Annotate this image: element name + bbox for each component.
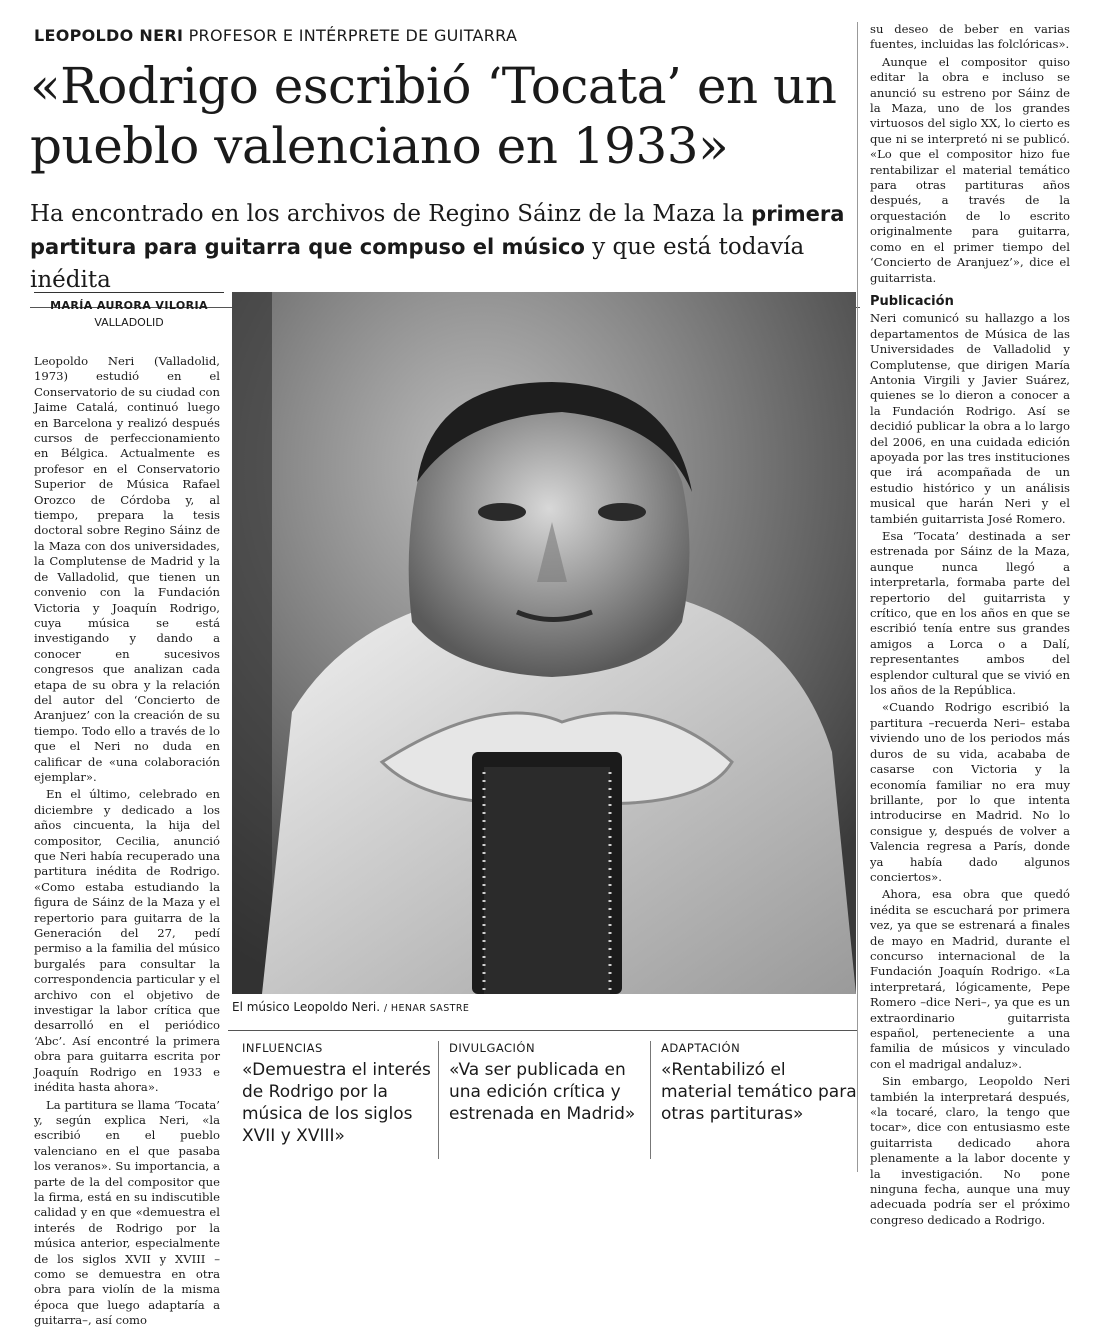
subhead-bold: primera partitura para guitarra que compuso el músico [30, 202, 845, 259]
pull-quote-label: DIVULGACIÓN [449, 1041, 536, 1055]
byline [34, 292, 224, 331]
subhead-part1: Ha encontrado en los archivos de Regino Sáinz de la Maza la [30, 201, 752, 227]
col1-paragraph-1: Leopoldo Neri (Valladolid, 1973) estudió en el Conservatorio de su ciudad con Jaime Catalá, continuó luego en Barcelona y realizó después cursos de perfeccionamiento en Bélgica. Actualmente es profesor en el Conservatorio Superior de Música Rafael Orozco de Córdoba y, al tiempo, prepara la tesis doctoral sobre Regino Sáinz de la Maza con dos universidades, la Complutense de Madrid y la de Valladolid, que tienen un convenio con la Fundación Victoria y Joaquín Rodrigo, cuya música se está investigando y dando a conocer en sucesivos congresos que analizan cada etapa de su obra y la relación del autor del ‘Concierto de Aranjuez’ con la creación de su tiempo. Todo ello a través de lo que el Neri no duda en calificar de «una colaboración ejemplar». [34, 354, 220, 784]
pull-quote-text: «Rentabilizó el material temático para otras partituras» [661, 1060, 857, 1124]
col3-paragraph-4: Ahora, esa obra que quedó inédita se escuchará por primera vez, ya que se estrenará a finales de mayo en Madrid, durante el concurso internacional de la Fundación Joaquín Rodrigo. «La interpretará, lógicamente, Pepe Romero –dice Neri–, ya que es un extraordinario guitarrista español, perteneciente a una familia de músicos y vinculado con el madrigal andaluz». [870, 887, 1070, 1071]
kicker-role: PROFESOR E INTÉRPRETE DE GUITARRA [188, 26, 518, 45]
col3-intro-2: Aunque el compositor quiso editar la obra e incluso se anunció su estreno por Sáinz de la Maza, uno de los grandes virtuosos del siglo XX, lo cierto es que ni se interpretó ni se publicó. «Lo que el compositor hizo fue rentabilizar el material temático para otras partituras años después, a través de la orquestación de lo escrito originalmente para guitarra, como en el primer tiempo del ‘Concierto de Aranjuez’», dice el guitarrista. [870, 54, 1070, 285]
col3-paragraph-5: Sin embargo, Leopoldo Neri también la interpretará después, «la tocaré, claro, la tengo que tocar», dice con entusiasmo este guitarrista dedicado ahora plenamente a la labor docente y la investigación. No pone ninguna fecha, aunque una muy adecuada podría ser el próximo congreso dedicado a Rodrigo. [870, 1074, 1070, 1227]
pull-quote-adaptacion [650, 1041, 857, 1159]
col1-paragraph-3: La partitura se llama ‘Tocata’ y, según explica Neri, «la escribió en el pueblo valenciano en el que pasaba los veranos». Su importancia, a parte de la del compositor que la firma, está en su indiscutible calidad y en que «demuestra el interés de Rodrigo por la música anterior, especialmente de los siglos XVII y XVIII –como se demuestra en otra obra para violín de la misma época que luego adaptaría a guitarra–, así como [34, 1097, 220, 1328]
section-heading: Publicación [870, 293, 954, 309]
pull-quote-label: INFLUENCIAS [242, 1041, 323, 1055]
col1-paragraph-2: En el último, celebrado en diciembre y dedicado a los años cincuenta, la hija del compositor, Cecilia, anunció que Neri había recuperado una partitura inédita de Rodrigo. «Como estaba estudiando la figura de Sáinz de la Maza y el repertorio para guitarra de la Generación del 27, pedí permiso a la familia del músico burgalés para consultar la correspondencia particular y el archivo con el objetivo de investigar la labor crítica que desarrolló en el periódico ‘Abc’. Así encontré la primera obra para guitarra escrita por Joaquín Rodrigo en 1933 e inédita hasta ahora». [34, 787, 220, 1095]
caption-text: El músico Leopoldo Neri. [232, 1000, 381, 1014]
photo-caption [232, 1000, 856, 1014]
column-3 [870, 22, 1070, 1227]
kicker-name: LEOPOLDO NERI [34, 26, 184, 45]
pull-quote-influencias [228, 1041, 438, 1159]
pull-quote-text: «Demuestra el interés de Rodrigo por la música de los siglos XVII y XVIII» [242, 1060, 431, 1146]
kicker [34, 26, 517, 45]
portrait-photo [232, 292, 856, 994]
byline-author: MARÍA AURORA VILORIA [50, 299, 208, 312]
pull-quotes [228, 1030, 858, 1161]
col3-paragraph-3: «Cuando Rodrigo escribió la partitura –recuerda Neri– estaba viviendo uno de los periodos más duros de su vida, acababa de casarse con Victoria y la economía familiar no era muy brillante, por lo que intenta introducirse en Madrid. No lo consigue y, después de volver a Valencia regresa a París, donde ya había dado algunos conciertos». [870, 700, 1070, 884]
col3-intro-1: su deseo de beber en varias fuentes, incluidas las folclóricas». [870, 22, 1070, 52]
photo-credit: / HENAR SASTRE [383, 1003, 470, 1014]
column-1 [34, 354, 220, 1328]
column-divider [857, 22, 858, 1172]
pull-quote-label: ADAPTACIÓN [661, 1041, 741, 1055]
byline-place: VALLADOLID [94, 316, 164, 329]
col3-paragraph-2: Esa ‘Tocata’ destinada a ser estrenada por Sáinz de la Maza, aunque nunca llegó a interpretarla, formaba parte del repertorio del guitarrista y crítico, que en los años en que se escribió tenía entre sus grandes amigos a Lorca o a Dalí, representantes ambos del esplendor cultural que se vivió en los años de la República. [870, 529, 1070, 698]
portrait-illustration [232, 292, 856, 994]
col3-paragraph-1: Neri comunicó su hallazgo a los departamentos de Música de las Universidades de Valladolid y Complutense, que dirigen María Antonia Virgili y Javier Suárez, quienes se lo dieron a conocer a la Fundación Rodrigo. Así se decidió publicar la obra a lo largo del 2006, en una cuidada edición apoyada por las tres instituciones que irá acompañada de un estudio histórico y un análisis musical que harán Neri y el también guitarrista José Romero. [870, 311, 1070, 526]
headline: «Rodrigo escribió ‘Tocata’ en un pueblo valenciano en 1933» [30, 57, 837, 175]
subhead-part2: y que está todavía inédita [30, 234, 805, 293]
pull-quote-divulgacion [438, 1041, 649, 1159]
pull-quote-text: «Va ser publicada en una edición crítica y estrenada en Madrid» [449, 1060, 636, 1124]
